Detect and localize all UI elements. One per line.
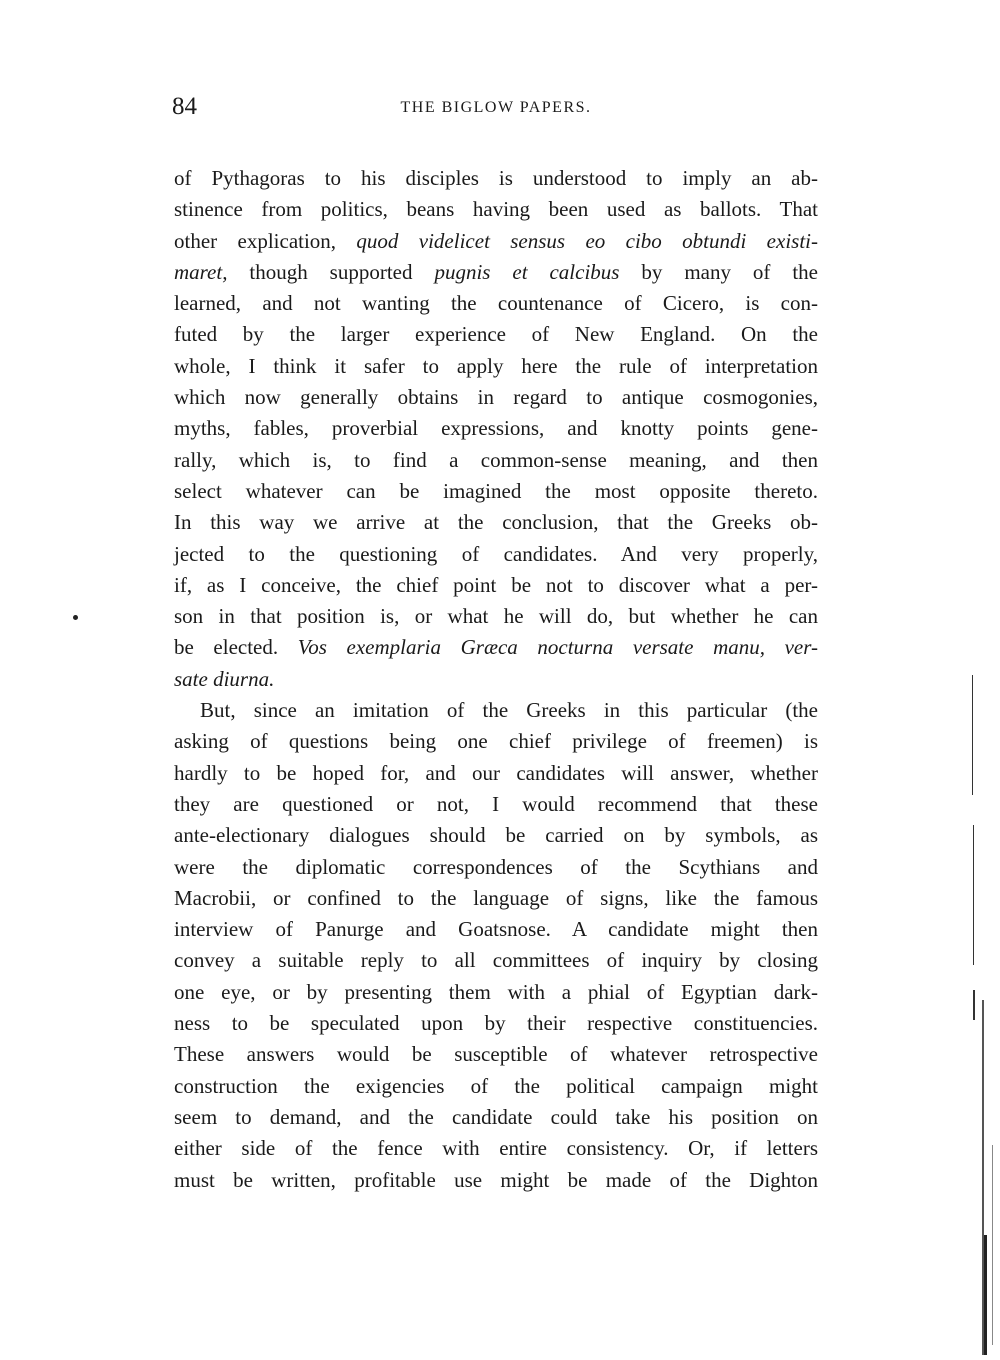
text-line: myths, fables, proverbial expressions, and knotty points gene-: [174, 416, 818, 441]
text-line: learned, and not wanting the countenance of Cicero, is con-: [174, 291, 818, 316]
margin-ink-dot: [73, 615, 78, 620]
text-line: be elected. Vos exemplaria Græca nocturna versate manu, ver-: [174, 635, 818, 660]
text-line: convey a suitable reply to all committees of inquiry by closing: [174, 948, 818, 973]
text-line: ness to be speculated upon by their respective constituencies.: [174, 1011, 818, 1036]
text-line: seem to demand, and the candidate could take his position on: [174, 1104, 818, 1129]
text-line: hardly to be hoped for, and our candidates will answer, whether: [174, 760, 818, 785]
text-line: other explication, quod videlicet sensus eo cibo obtundi existi-: [174, 228, 818, 253]
page-number: 84: [172, 93, 197, 120]
text-line: jected to the questioning of candidates. And very properly,: [174, 541, 818, 566]
text-line: interview of Panurge and Goatsnose. A candidate might then: [174, 917, 818, 942]
text-line: one eye, or by presenting them with a phial of Egyptian dark-: [174, 979, 818, 1004]
text-line: Macrobii, or confined to the language of signs, like the famous: [174, 885, 818, 910]
text-line: maret, though supported pugnis et calcibus by many of the: [174, 259, 818, 284]
text-line: either side of the fence with entire consistency. Or, if letters: [174, 1136, 818, 1161]
text-line: These answers would be susceptible of whatever retrospective: [174, 1042, 818, 1067]
text-line: In this way we arrive at the conclusion, that the Greeks ob-: [174, 510, 818, 535]
text-line: stinence from politics, beans having been used as ballots. That: [174, 197, 818, 222]
text-line: were the diplomatic correspondences of the Scythians and: [174, 854, 818, 879]
running-head: [172, 92, 820, 122]
text-line: if, as I conceive, the chief point be not to discover what a per-: [174, 572, 818, 597]
body-text: [174, 163, 818, 1196]
text-line: asking of questions being one chief privilege of freemen) is: [174, 729, 818, 754]
text-line: select whatever can be imagined the most opposite thereto.: [174, 478, 818, 503]
text-line: But, since an imitation of the Greeks in this particular (the: [200, 698, 818, 723]
text-line: construction the exigencies of the political campaign might: [174, 1073, 818, 1098]
text-line: of Pythagoras to his disciples is understood to imply an ab-: [174, 166, 818, 190]
text-line: which now generally obtains in regard to antique cosmogonies,: [174, 385, 818, 410]
text-line: they are questioned or not, I would recommend that these: [174, 791, 818, 816]
text-line: futed by the larger experience of New England. On the: [174, 322, 818, 347]
text-line: sate diurna.: [174, 666, 275, 691]
text-line: ante-electionary dialogues should be carried on by symbols, as: [174, 823, 818, 848]
text-line: rally, which is, to find a common-sense meaning, and then: [174, 447, 818, 472]
text-line: whole, I think it safer to apply here the rule of interpretation: [174, 353, 818, 378]
page-edge-scan-marks: [968, 675, 998, 1355]
text-line: must be written, profitable use might be made of the Dighton: [174, 1167, 818, 1192]
text-line: son in that position is, or what he will do, but whether he can: [174, 604, 818, 629]
running-title: THE BIGLOW PAPERS.: [400, 99, 592, 116]
